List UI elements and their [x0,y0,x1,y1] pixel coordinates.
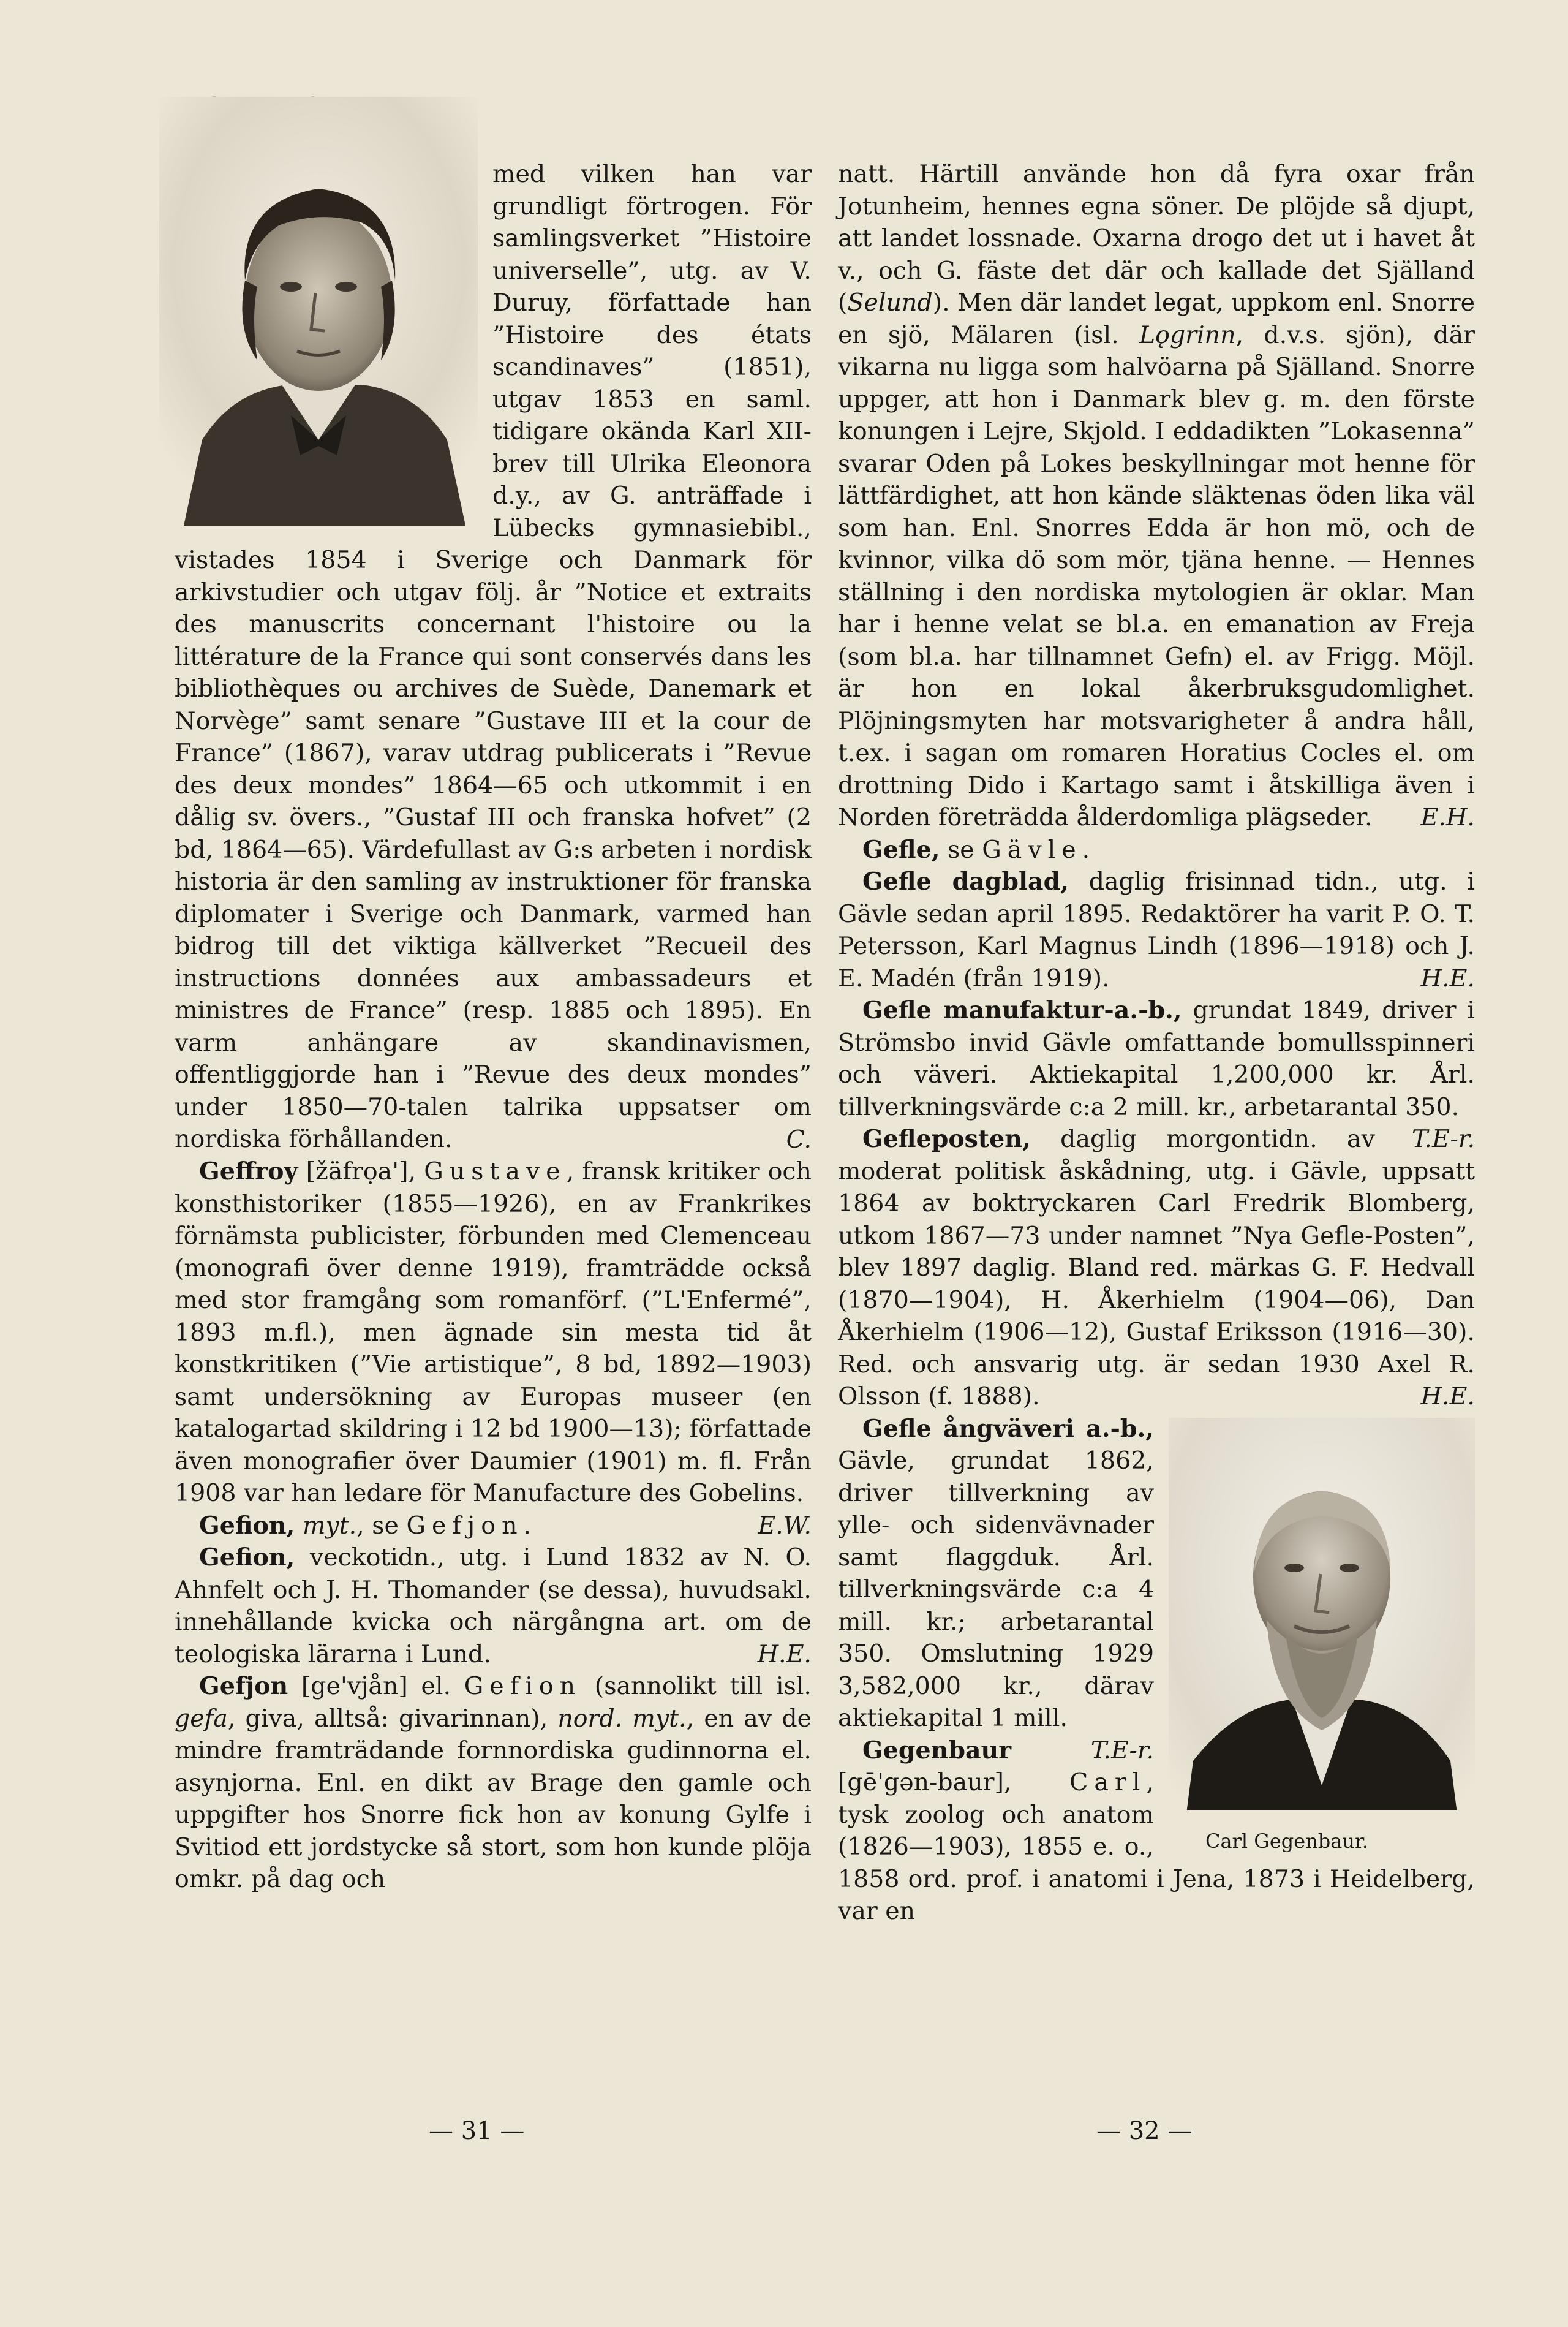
entry-gefjon-continuation: natt. Härtill använde hon då fyra oxar från Jotunheim, hennes egna söner. De plöjde så djupt, att landet lossnade. Oxarna drogo det ut i havet åt v., och G. fäste det där och kallade det Själland (Selund). Men där landet legat, uppkom enl. Snorre en sjö, Mälaren (isl. Lǫgrinn, d.v.s. sjön), där vikarna nu ligga som halvöarna på Själland. Snorre uppger, att hon i Danmark blev g. m. den förste konungen i Lejre, Skjold. I eddadikten ”Lokasenna” svarar Oden på Lokes beskyllningar mot henne för lättfärdighet, att hon kände släktenas öden lika väl som han. Enl. Snorres Edda är hon mö, och de kvinnor, vilka dö som mör, tjäna henne. — Hennes ställning i den nordiska mytologien är oklar. Man har i henne velat se bl.a. en emanation av Freja (som bl.a. har tillnamnet Gefn) el. av Frigg. Möjl. är hon en lokal åkerbruksgudomlighet. Plöjningsmyten har motsvarigheter å andra håll, t.ex. i sagan om romaren Horatius Cocles el. om drottning Dido i Kartago samt i åtskilliga även i Norden företrädda ålderdomliga plägseder. E.H. [838,158,1475,834]
right-column [838,158,1475,1928]
portrait-caption: Carl Gegenbaur. [1205,1829,1368,1853]
page-number-right: — 32 — [1096,2117,1193,2145]
signature: H.E. [757,1640,812,1668]
entry-gefle-dagblad: Gefle dagblad, daglig frisinnad tidn., utg. i Gävle sedan april 1895. Redaktörer ha varit P. O. T. Petersson, Karl Magnus Lindh (1896—1918) och J. E. Madén (från 1919). H.E. [838,866,1475,994]
signature: E.H. [1420,803,1475,831]
cross-reference-link[interactable]: Gävle [982,835,1082,864]
page-number-left: — 31 — [429,2117,525,2145]
signature: T.E-r. [1411,1125,1475,1153]
entry-gefle: Gefle, se Gävle. [862,835,1090,864]
left-column [175,158,812,1896]
signature: T.E-r. [1090,1736,1154,1765]
entry-gegenbaur: Gegenbaur [gē'gən-baur], Carl, tysk zoolog och anatom (1826—1903), 1855 e. o., 1858 ord. prof. i anatomi i Jena, 1873 i Heidelberg, var en [838,1736,1475,1925]
entry-continuation: med vilken han var grundligt förtrogen. För samlingsverket ”Histoire universelle”, utg. av V. Duruy, författade han ”Histoire des états scandinaves” (1851), utgav 1853 en saml. tidigare okända Karl XII-brev till Ulrika Eleonora d.y., av G. anträffade i Lübecks gymnasiebibl., vistades 1854 i Sverige och Danmark för arkivstudier och utgav följ. år ”Notice et extraits des manuscrits concernant l'histoire ou la littérature de la France qui sont conservés dans les bibliothèques ou archives de Suède, Danemark et Norvège” samt senare ”Gustave III et la cour de France” (1867), varav utdrag publicerats i ”Revue des deux mondes” 1864—65 och utkommit i en dålig sv. övers., ”Gustaf III och franska hofvet” (2 bd, 1864—65). Värdefullast av G:s arbeten i nordisk historia är den samling av instruktioner för franska diplomater i Sverige och Danmark, varmed han bidrog till det viktiga källverket ”Recueil des instructions données aux ambassadeurs et ministres de France” (resp. 1885 och 1895). En varm anhängare av skandinavismen, offentliggjorde han i ”Revue des deux mondes” under 1850—70-talen talrika uppsatser om nordiska förhållanden. [175,160,812,1153]
signature: E.W. [758,1511,812,1540]
entry-gefion-myt: Gefion, myt., se Gefjon. [199,1511,532,1540]
portrait-geffroy [159,97,478,526]
entry-gefion-veckotidn: Gefion, veckotidn., utg. i Lund 1832 av N. O. Ahnfelt och J. H. Thomander (se dessa), huvudsakl. innehållande kvicka och närgångna art. om de teologiska lärarna i Lund. H.E. [175,1542,812,1670]
signature: C. [786,1125,812,1154]
entry-gefle-angvaveri: Gefle ångväveri a.-b., Gävle, grundat 1862, driver tillverkning av ylle- och sidenvävnader samt flaggduk. Årl. tillverkningsvärde c:a 4 mill. kr.; arbetarantal 350. Omslutning 1929 3,582,000 kr., därav aktiekapital 1 mill. T.E-r. [838,1413,1475,1735]
cross-reference-link[interactable]: Gefjon [406,1511,524,1540]
entry-gefleposten: Gefleposten, daglig morgontidn. av moderat politisk åskådning, utg. i Gävle, uppsatt 1864 av boktryckaren Carl Fredrik Blomberg, utkom 1867—73 under namnet ”Nya Gefle-Posten”, blev 1897 daglig. Bland red. märkas G. F. Hedvall (1870—1904), H. Åkerhielm (1904—06), Dan Åkerhielm (1906—12), Gustaf Eriksson (1916—30). Red. och ansvarig utg. är sedan 1930 Axel R. Olsson (f. 1888). H.E. [838,1123,1475,1413]
portrait-gegenbaur [1169,1418,1475,1856]
signature: H.E. [1420,1382,1475,1410]
entry-gefjon: Gefjon [ge'vjån] el. Gefion (sannolikt till isl. gefa, giva, alltså: givarinnan), nord. myt., en av de mindre framträdande fornnordiska gudinnorna el. asynjorna. Enl. en dikt av Brage den gamle och uppgifter hos Snorre fick hon av konung Gylfe i Svitiod ett jordstycke så stort, som hon kunde plöja omkr. på dag och [175,1672,812,1893]
entry-geffroy: Geffroy [žäfrọa'], Gustave, fransk kritiker och konsthistoriker (1855—1926), en av Frankrikes förnämsta publicister, förbunden med Clemenceau (monografi över denne 1919), framträdde också med stor framgång som romanförf. (”L'Enfermé”, 1893 m.fl.), men ägnade sin mesta tid åt konstkritiken (”Vie artistique”, 8 bd, 1892—1903) samt undersökning av Europas museer (en katalogartad skildring i 12 bd 1900—13); författade även monografier över Daumier (1901) m. fl. Från 1908 var han ledare för Manufacture des Gobelins. E.W. [175,1156,812,1510]
entry-gefle-manufaktur: Gefle manufaktur-a.-b., grundat 1849, driver i Strömsbo invid Gävle omfattande bomullsspinneri och väveri. Aktiekapital 1,200,000 kr. Årl. tillverkningsvärde c:a 2 mill. kr., arbetarantal 350. T.E-r. [838,994,1475,1123]
signature: H.E. [1420,964,1475,993]
